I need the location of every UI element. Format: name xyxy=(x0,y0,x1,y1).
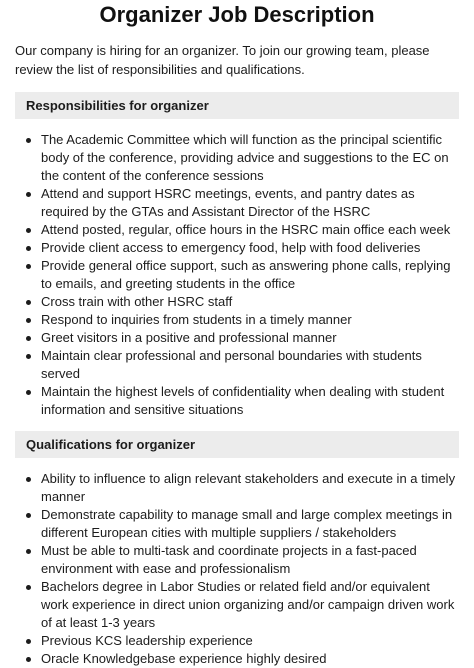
qualifications-list xyxy=(15,470,459,668)
list-item: Provide client access to emergency food, help with food deliveries xyxy=(41,239,459,257)
list-item: Ability to influence to align relevant stakeholders and execute in a timely manner xyxy=(41,470,459,506)
qualifications-heading: Qualifications for organizer xyxy=(15,431,459,458)
list-item: Attend and support HSRC meetings, events, and pantry dates as required by the GTAs and Assistant Director of the HSRC xyxy=(41,185,459,221)
list-item: Maintain the highest levels of confidentiality when dealing with student information and sensitive situations xyxy=(41,383,459,419)
list-item: Greet visitors in a positive and professional manner xyxy=(41,329,459,347)
responsibilities-heading: Responsibilities for organizer xyxy=(15,92,459,119)
intro-paragraph: Our company is hiring for an organizer. To join our growing team, please review the list of responsibilities and qualifications. xyxy=(15,43,430,77)
list-item: Demonstrate capability to manage small and large complex meetings in different European cities with multiple suppliers / stakeholders xyxy=(41,506,459,542)
list-item: The Academic Committee which will function as the principal scientific body of the conference, providing advice and suggestions to the EC on the content of the conference sessions xyxy=(41,131,459,185)
list-item: Must be able to multi-task and coordinate projects in a fast-paced environment with ease and professionalism xyxy=(41,542,459,578)
list-item: Oracle Knowledgebase experience highly desired xyxy=(41,650,459,668)
list-item: Maintain clear professional and personal boundaries with students served xyxy=(41,347,459,383)
responsibilities-list xyxy=(15,131,459,419)
list-item: Attend posted, regular, office hours in the HSRC main office each week xyxy=(41,221,459,239)
list-item: Respond to inquiries from students in a timely manner xyxy=(41,311,459,329)
list-item: Bachelors degree in Labor Studies or related field and/or equivalent work experience in direct union organizing and/or campaign driven work of at least 1-3 years xyxy=(41,578,459,632)
list-item: Previous KCS leadership experience xyxy=(41,632,459,650)
list-item: Cross train with other HSRC staff xyxy=(41,293,459,311)
list-item: Provide general office support, such as answering phone calls, replying to emails, and greeting students in the office xyxy=(41,257,459,293)
page-title: Organizer Job Description xyxy=(99,2,375,27)
